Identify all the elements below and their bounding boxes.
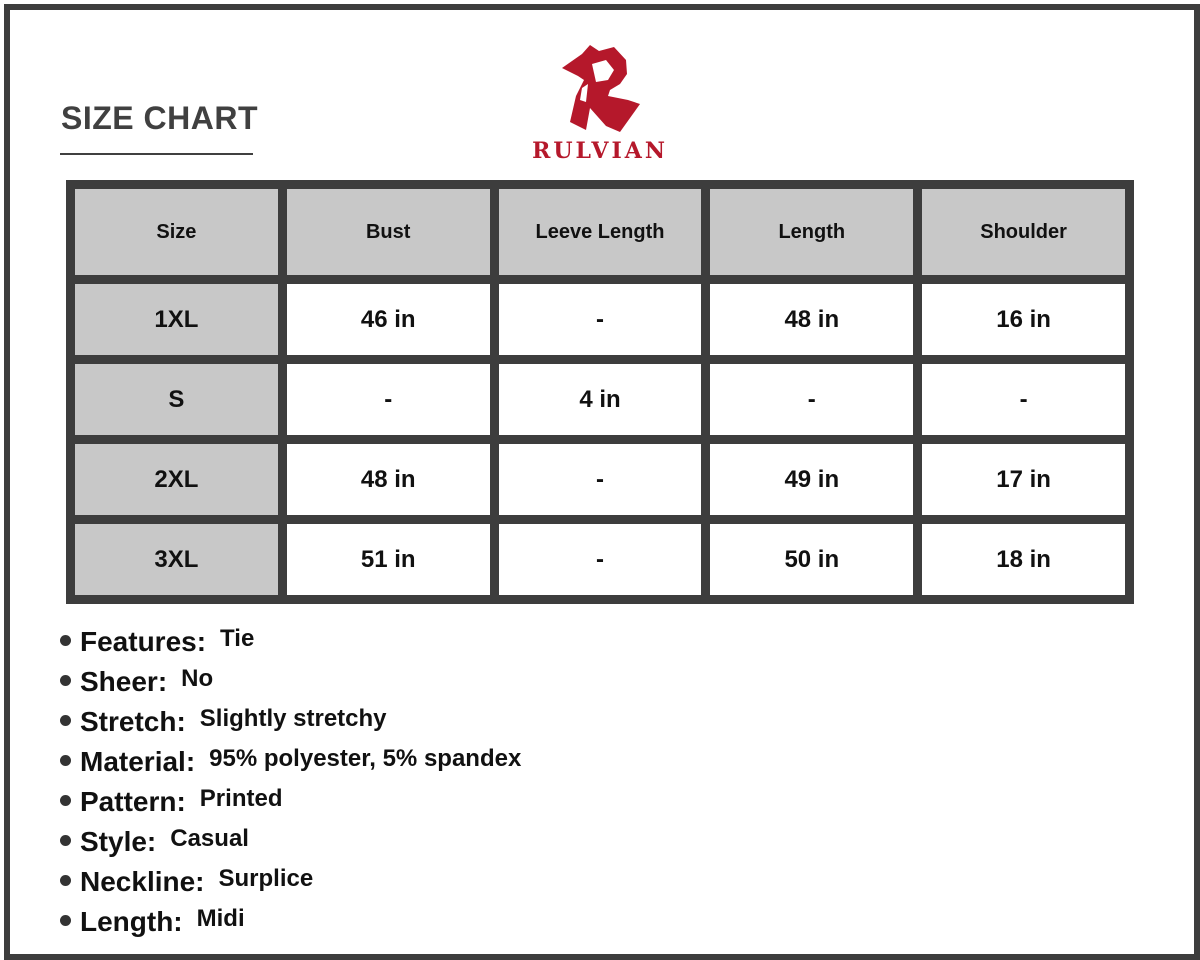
- feature-label: Style:: [80, 826, 157, 857]
- bullet-icon: [60, 715, 71, 726]
- feature-list: [60, 622, 521, 942]
- bullet-icon: [60, 835, 71, 846]
- list-item: [60, 622, 521, 662]
- bullet-icon: [60, 755, 71, 766]
- feature-value: Casual: [170, 825, 249, 852]
- shoulder-cell: -: [922, 364, 1125, 435]
- feature-label: Sheer:: [80, 666, 168, 697]
- list-item: [60, 662, 521, 702]
- list-item: [60, 742, 521, 782]
- size-cell: 1XL: [75, 284, 278, 355]
- bust-cell: -: [287, 364, 490, 435]
- list-item: [60, 702, 521, 742]
- shoulder-cell: 16 in: [922, 284, 1125, 355]
- column-header-length: Length: [710, 189, 913, 275]
- feature-value: Tie: [220, 625, 255, 652]
- bullet-icon: [60, 675, 71, 686]
- feature-value: Printed: [199, 785, 283, 812]
- bust-cell: 46 in: [287, 284, 490, 355]
- feature-label: Material:: [80, 746, 196, 777]
- list-item: [60, 862, 521, 902]
- feature-label: Stretch:: [80, 706, 186, 737]
- length-cell: 48 in: [710, 284, 913, 355]
- bust-cell: 51 in: [287, 524, 490, 595]
- table-header-row: [75, 189, 1125, 275]
- feature-value: Midi: [196, 905, 245, 932]
- leeve-length-cell: 4 in: [499, 364, 702, 435]
- page-title: SIZE CHART: [61, 100, 258, 136]
- feature-label: Neckline:: [80, 866, 205, 897]
- leeve-length-cell: -: [499, 524, 702, 595]
- leeve-length-cell: -: [499, 444, 702, 515]
- length-cell: 50 in: [710, 524, 913, 595]
- column-header-shoulder: Shoulder: [922, 189, 1125, 275]
- size-cell: S: [75, 364, 278, 435]
- feature-label: Features:: [80, 626, 207, 657]
- list-item: [60, 822, 521, 862]
- length-cell: -: [710, 364, 913, 435]
- feature-value: Slightly stretchy: [199, 705, 387, 732]
- bullet-icon: [60, 795, 71, 806]
- column-header-leeve-length: Leeve Length: [499, 189, 702, 275]
- list-item: [60, 782, 521, 822]
- size-cell: 3XL: [75, 524, 278, 595]
- feature-value: 95% polyester, 5% spandex: [209, 745, 522, 772]
- table-row: [75, 444, 1125, 515]
- bullet-icon: [60, 915, 71, 926]
- table-row: [75, 524, 1125, 595]
- length-cell: 49 in: [710, 444, 913, 515]
- column-header-bust: Bust: [287, 189, 490, 275]
- list-item: [60, 902, 521, 942]
- bust-cell: 48 in: [287, 444, 490, 515]
- feature-label: Length:: [80, 906, 183, 937]
- feature-value: Surplice: [218, 865, 314, 892]
- feature-value: No: [181, 665, 214, 692]
- feature-label: Pattern:: [80, 786, 186, 817]
- brand-logo: [520, 42, 680, 167]
- leeve-length-cell: -: [499, 284, 702, 355]
- size-table: [66, 180, 1134, 604]
- brand-r-monogram-icon: [562, 42, 640, 134]
- column-header-size: Size: [75, 189, 278, 275]
- shoulder-cell: 18 in: [922, 524, 1125, 595]
- brand-name: RULVIAN: [532, 138, 668, 164]
- size-cell: 2XL: [75, 444, 278, 515]
- table-row: [75, 364, 1125, 435]
- table-row: [75, 284, 1125, 355]
- title-underline: [60, 153, 253, 155]
- shoulder-cell: 17 in: [922, 444, 1125, 515]
- bullet-icon: [60, 875, 71, 886]
- bullet-icon: [60, 635, 71, 646]
